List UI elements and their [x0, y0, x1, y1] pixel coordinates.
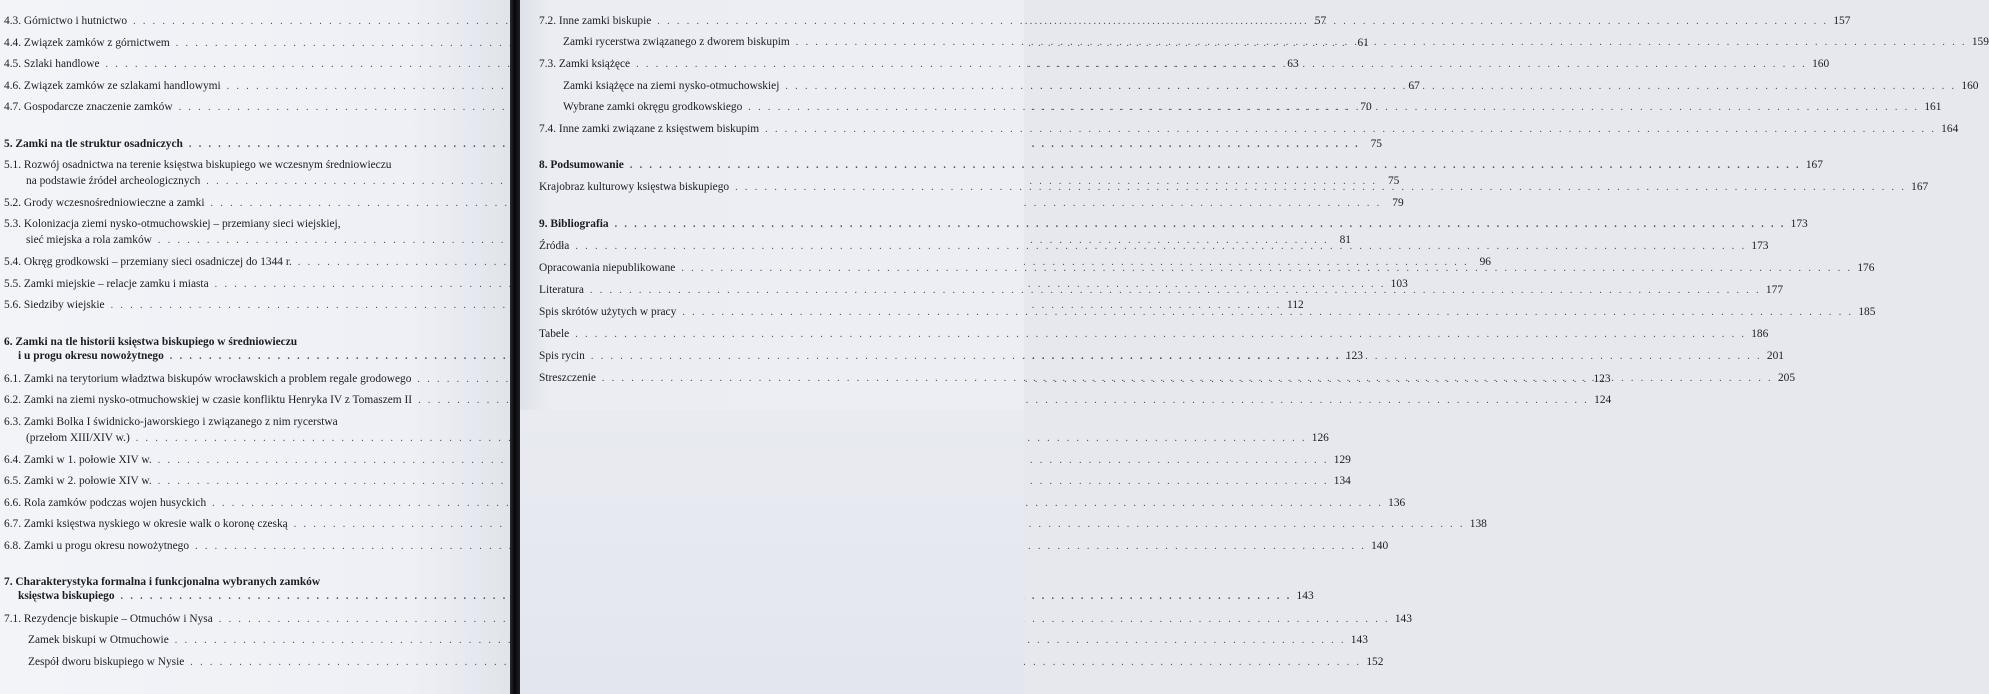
dot-leader — [796, 36, 1967, 50]
toc-entry-title: 4.7. Gospodarcze znaczenie zamków — [4, 101, 173, 113]
toc-entry-page: 129 — [1333, 454, 1351, 466]
toc-entry-title: 6.5. Zamki w 2. połowie XIV w. — [4, 475, 152, 487]
toc-chapter-heading — [539, 217, 1808, 232]
dot-leader — [615, 218, 1786, 232]
toc-entry-page: 173 — [1751, 240, 1769, 252]
toc-entry-title: Krajobraz kulturowy księstwa biskupiego — [539, 181, 730, 193]
toc-entry-page: 96 — [1479, 256, 1491, 268]
toc-entry-title: Zamki rycerstwa związanego z dworem biskupim — [563, 36, 790, 48]
toc-entry-page: 136 — [1388, 497, 1406, 509]
toc-entry — [539, 327, 1769, 342]
toc-entry-title: 5.2. Grody wczesnośredniowieczne a zamki — [4, 197, 205, 209]
toc-entry-page: 124 — [1594, 394, 1612, 406]
toc-entry-page: 126 — [1311, 432, 1329, 444]
toc-entry-title: 4.6. Związek zamków ze szlakami handlowymi — [4, 80, 221, 92]
toc-entry-title-continued: na podstawie źródeł archeologicznych — [26, 175, 201, 187]
toc-entry — [4, 539, 1389, 554]
toc-entry — [4, 517, 1487, 532]
toc-entry-page: 143 — [1394, 613, 1412, 625]
toc-entry — [539, 14, 1851, 29]
toc-entry-page: 161 — [1924, 101, 1942, 113]
toc-entry-page: 123 — [1593, 373, 1611, 385]
toc-entry-page: 57 — [1314, 15, 1327, 27]
toc-entry-title: 6.3. Zamki Bolka I świdnicko-jaworskiego i związanego z nim rycerstwa — [4, 416, 338, 428]
toc-entry-title-continued: sieć miejska a rola zamków — [26, 234, 152, 246]
toc-entry-page: 167 — [1805, 159, 1823, 171]
toc-entry-page: 79 — [1392, 197, 1404, 209]
toc-entry-title: 4.4. Związek zamków z górnictwem — [4, 37, 170, 49]
toc-entry-title: 7.2. Inne zamki biskupie — [539, 15, 652, 27]
toc-entry-page: 186 — [1751, 328, 1769, 340]
toc-chapter-heading — [4, 137, 1382, 152]
toc-entry-page: 159 — [1971, 36, 1989, 48]
toc-entry-title: Spis rycin — [539, 350, 585, 362]
toc-entry — [4, 453, 1351, 468]
toc-entry-title: 6.4. Zamki w 1. połowie XIV w. — [4, 454, 152, 466]
toc-entry-title: 5.1. Rozwój osadnictwa na terenie księstwa biskupiego we wczesnym średniowieczu — [4, 159, 392, 171]
dot-leader — [630, 159, 1801, 173]
dot-leader — [657, 15, 1828, 29]
dot-leader — [748, 101, 1919, 115]
toc-entry-title: 7.4. Inne zamki związane z księstwem biskupim — [539, 123, 760, 135]
toc-entry-page: 134 — [1333, 475, 1351, 487]
toc-entry-title: 4.3. Górnictwo i hutnictwo — [4, 15, 128, 27]
toc-entry-title-continued: (przełom XIII/XIV w.) — [26, 432, 130, 444]
dot-leader — [602, 372, 1773, 386]
toc-entry — [4, 196, 1404, 211]
dot-leader — [682, 306, 1853, 320]
toc-chapter-heading — [539, 158, 1823, 173]
toc-entry-title: Źródła — [539, 240, 570, 252]
toc-entry-title: 7.3. Zamki książęce — [539, 58, 631, 70]
toc-entry-page: 201 — [1766, 350, 1784, 362]
toc-entry-page: 123 — [1345, 350, 1363, 362]
toc-entry-title: 6.6. Rola zamków podczas wojen husyckich — [4, 497, 207, 509]
toc-entry-title: 4.5. Szlaki handlowe — [4, 58, 100, 70]
toc-entry-page: 160 — [1961, 80, 1979, 92]
toc-entry-title: 5. Zamki na tle struktur osadniczych — [4, 138, 183, 150]
dot-leader — [785, 80, 1956, 94]
toc-entry — [4, 633, 1368, 648]
toc-entry — [539, 122, 1959, 137]
toc-entry-page: 81 — [1339, 234, 1351, 246]
toc-entry-title: Spis skrótów użytych w pracy — [539, 306, 677, 318]
toc-entry-title: Literatura — [539, 284, 584, 296]
book-spine — [510, 0, 520, 694]
toc-entry-page: 140 — [1371, 540, 1389, 552]
toc-entry-title: 6.7. Zamki księstwa nyskiego w okresie walk o koronę czeską — [4, 518, 288, 530]
toc-entry-page: 138 — [1469, 518, 1487, 530]
toc-entry-page: 112 — [1287, 299, 1304, 311]
dot-leader — [575, 328, 1746, 342]
toc-entry-title-continued: i u progu okresu nowożytnego — [18, 350, 164, 362]
toc-entry-page: 143 — [1350, 634, 1368, 646]
toc-entry — [4, 612, 1412, 627]
dot-leader — [735, 181, 1906, 195]
toc-entry-title: Zamki książęce na ziemi nysko-otmuchowskiej — [563, 80, 780, 92]
toc-entry-title-continued: księstwa biskupiego — [18, 590, 115, 602]
dot-leader — [681, 262, 1852, 276]
toc-entry-page: 143 — [1296, 590, 1314, 602]
toc-chapter-heading — [4, 575, 1314, 604]
toc-entry — [4, 496, 1406, 511]
toc-entry-page: 103 — [1390, 278, 1408, 290]
blank-page-area — [520, 410, 1024, 694]
toc-entry-page: 205 — [1777, 372, 1796, 384]
dot-leader — [575, 240, 1746, 254]
toc-entry-page: 160 — [1812, 58, 1830, 70]
toc-entry-title: 7.1. Rezydencje biskupie – Otmuchów i Nysa — [4, 613, 213, 625]
toc-entry-title: Opracowania niepublikowane — [539, 262, 676, 274]
toc-entry-title: 5.3. Kolonizacja ziemi nysko-otmuchowskiej – przemiany sieci wiejskiej, — [4, 218, 341, 230]
toc-entry-title: 9. Bibliografia — [539, 218, 609, 230]
toc-entry-page: 185 — [1858, 306, 1876, 318]
toc-entry-title: Tabele — [539, 328, 570, 340]
toc-entry-page: 75 — [1387, 175, 1400, 187]
toc-entry-title: Zespół dworu biskupiego w Nysie — [28, 656, 185, 668]
toc-entry-page: 176 — [1857, 262, 1875, 274]
toc-entry-title: Zamek biskupi w Otmuchowie — [28, 634, 169, 646]
dot-leader — [591, 350, 1762, 364]
toc-entry-page: 167 — [1911, 181, 1929, 193]
toc-entry-title: 7. Charakterystyka formalna i funkcjonalna wybranych zamków — [4, 576, 321, 588]
toc-entry-title: 6.1. Zamki na terytorium władztwa biskupów wrocławskich a problem regale grodowego — [4, 373, 412, 385]
toc-entry-page: 164 — [1941, 123, 1959, 135]
toc-entry-title: 5.5. Zamki miejskie – relacje zamku i miasta — [4, 278, 209, 290]
toc-entry-title: 5.6. Siedziby wiejskie — [4, 299, 105, 311]
toc-entry — [4, 655, 1384, 670]
toc-entry — [4, 393, 1612, 408]
toc-entry-page: 75 — [1370, 138, 1382, 150]
toc-entry-page: 177 — [1765, 284, 1784, 296]
toc-entry-page: 152 — [1366, 656, 1384, 668]
toc-entry-title: 6.2. Zamki na ziemi nysko-otmuchowskiej w czasie konfliktu Henryka IV z Tomaszem II — [4, 394, 413, 406]
toc-entry-title: 8. Podsumowanie — [539, 159, 624, 171]
toc-entry-page: 67 — [1408, 80, 1420, 92]
dot-leader — [636, 58, 1807, 72]
toc-entry-page: 70 — [1360, 101, 1372, 113]
toc-entry-title: Streszczenie — [539, 372, 596, 384]
toc-entry-page: 173 — [1790, 218, 1808, 230]
toc-entry-page: 63 — [1287, 58, 1299, 70]
toc-entry — [4, 415, 1329, 446]
toc-entry-title: 6. Zamki na tle historii księstwa biskupiego w średniowieczu — [4, 336, 298, 348]
toc-entry — [4, 474, 1351, 489]
toc-entry-page: 61 — [1357, 37, 1369, 49]
toc-entry-title: 6.8. Zamki u progu okresu nowożytnego — [4, 540, 190, 552]
toc-entry-title: 5.4. Okręg grodkowski – przemiany sieci osadniczej do 1344 r. — [4, 256, 292, 268]
dot-leader — [765, 123, 1936, 137]
toc-entry-page: 157 — [1833, 15, 1851, 27]
dot-leader — [590, 284, 1761, 298]
toc-entry-title: Wybrane zamki okręgu grodkowskiego — [563, 101, 743, 113]
